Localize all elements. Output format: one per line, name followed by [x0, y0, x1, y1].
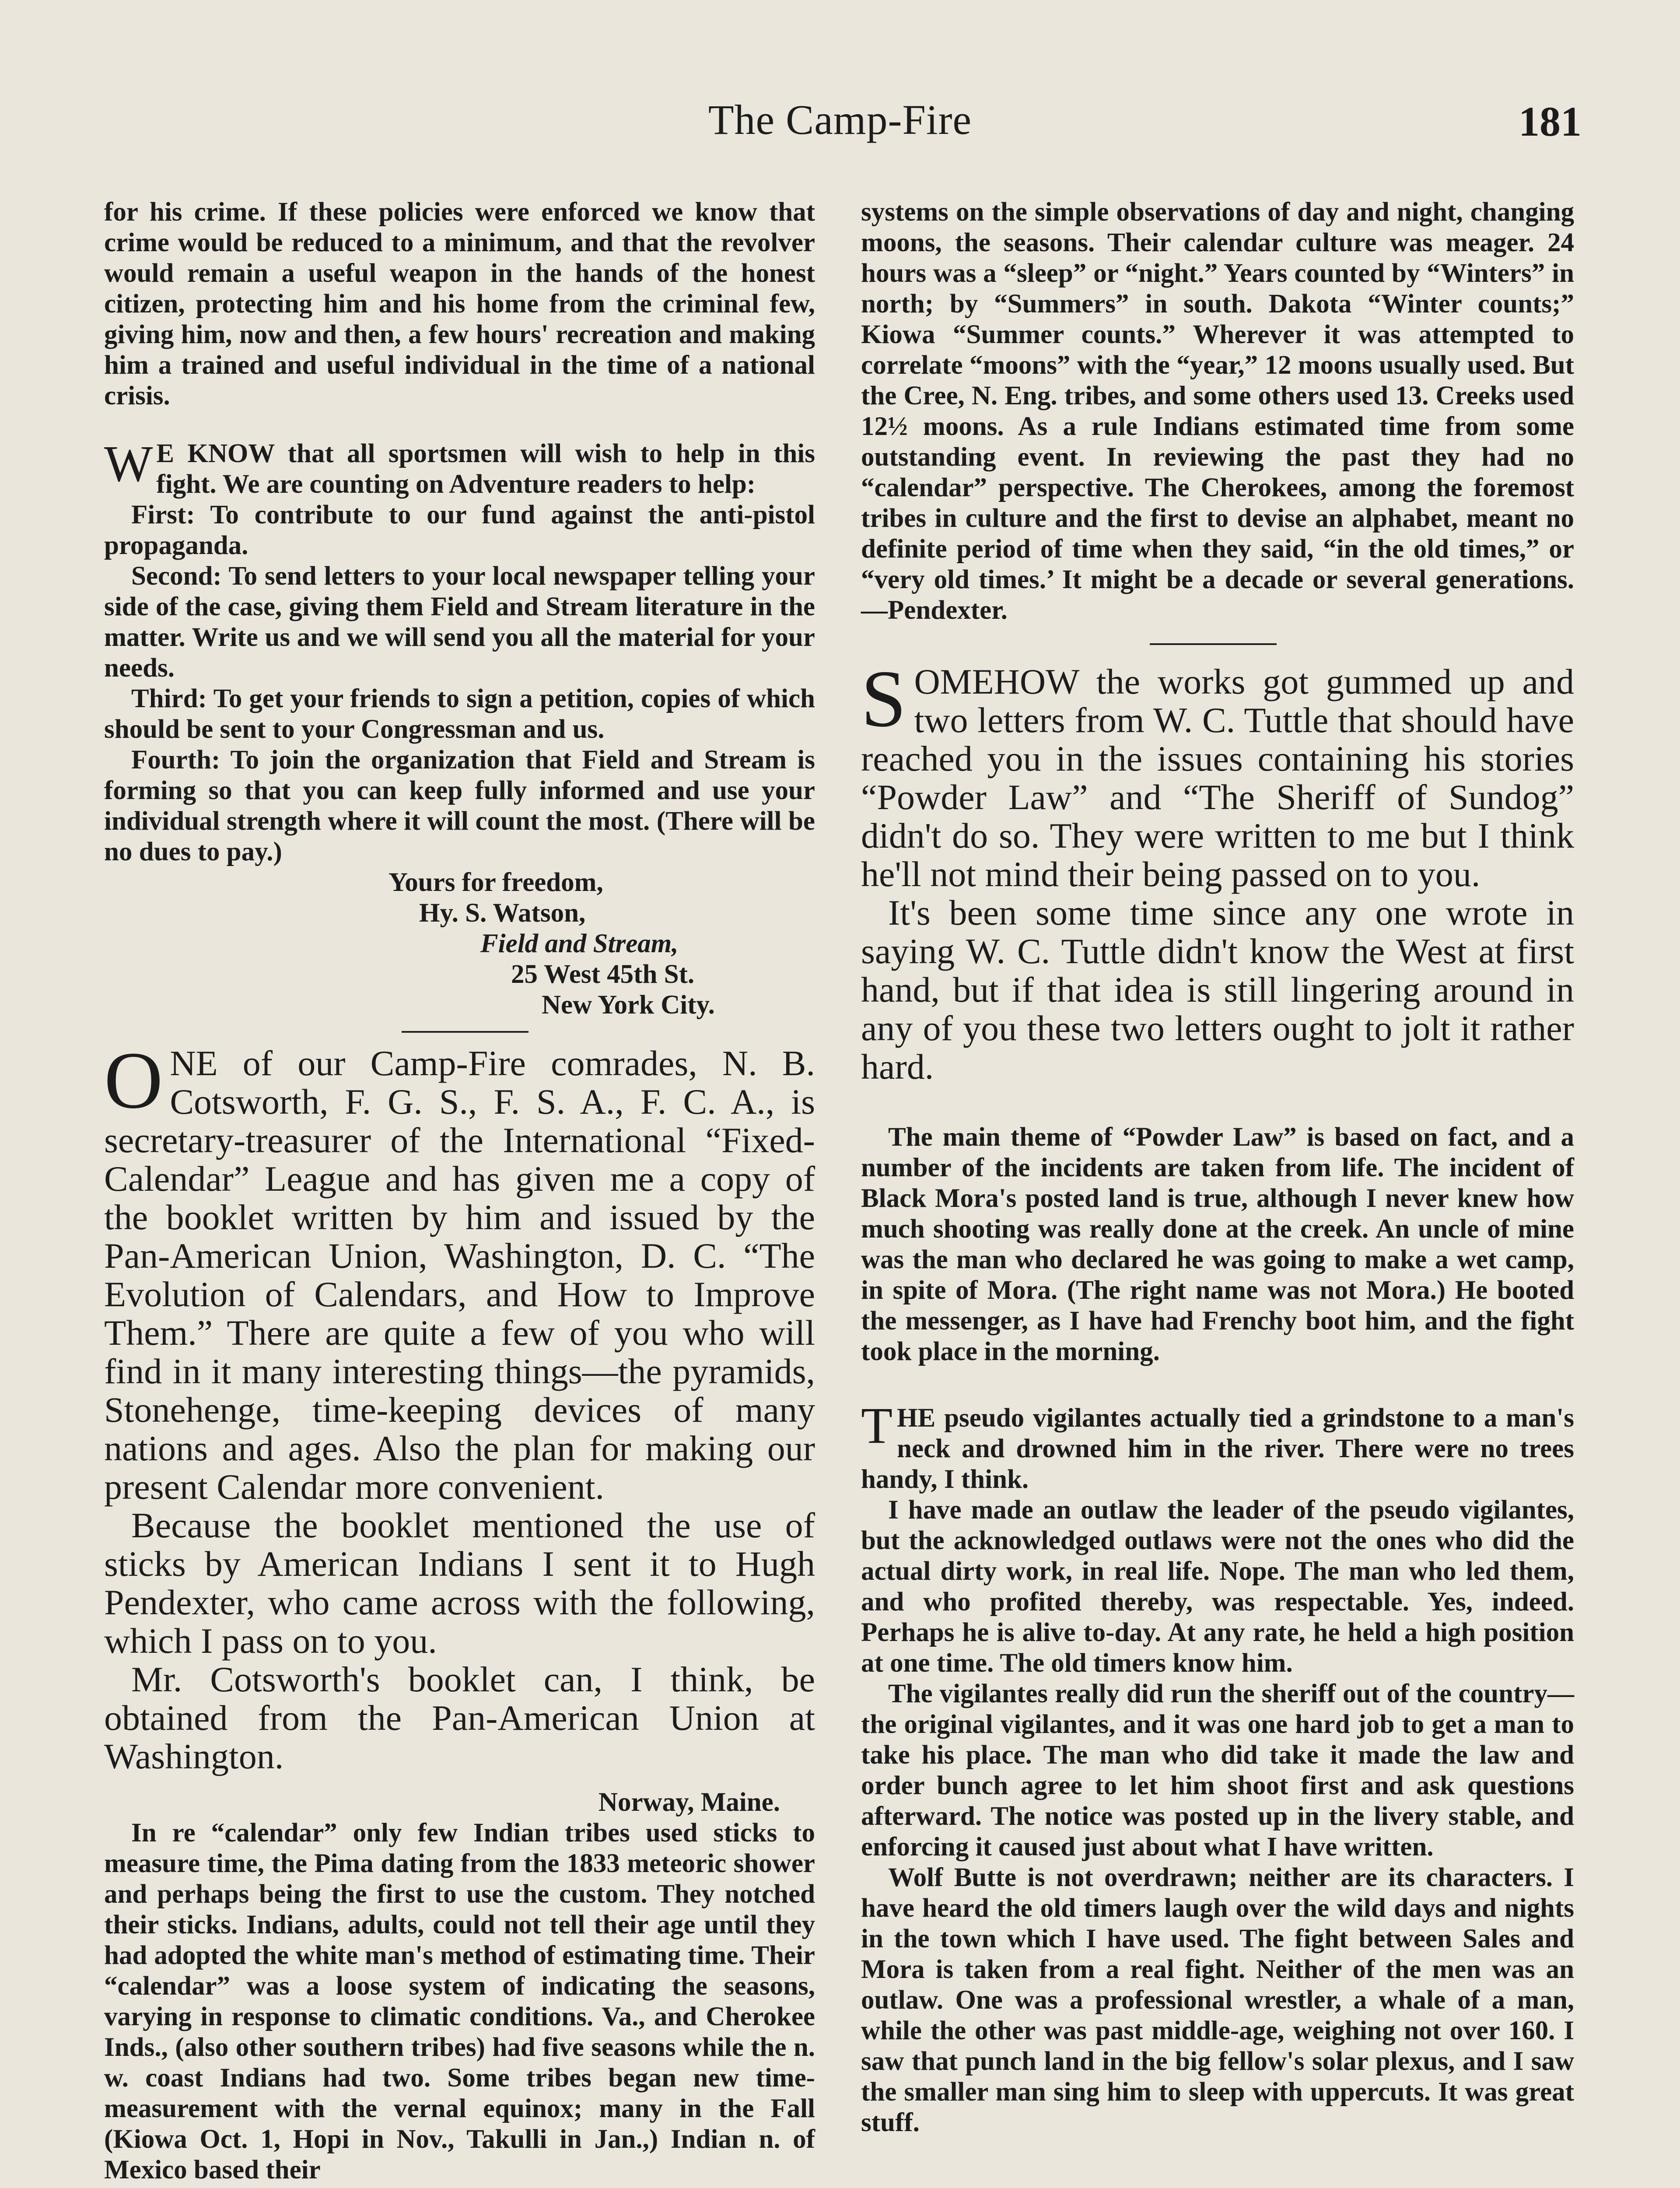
- paragraph-fourth: Fourth: To join the organization that Field and Stream is forming so that you can keep fully informed and use your individual strength where it will count the most. (There will be no dues to pay.): [104, 745, 815, 866]
- paragraph-third: Third: To get your friends to sign a petition, copies of which should be sent to your Congressman and us.: [104, 684, 815, 744]
- drop-cap-o: O: [104, 1035, 163, 1126]
- section-divider: [1150, 643, 1277, 645]
- paragraph-cotsworth-text: NE of our Camp-Fire comrades, N. B. Cotsworth, F. G. S., F. S. A., F. C. A., is secretary-treasurer of the International “Fixed-Calendar” League and has given me a copy of the booklet written by him and issued by the Pan-American Union, Washington, D. C. “The Evolution of Calendars, and How to Improve Them.” There are quite a few of you who will find in it many interesting things—the pyramids, Stonehenge, time-keeping devices of many nations and ages. Also the plan for making our present Calendar more convenient.: [104, 1043, 815, 1507]
- page-number: 181: [1519, 98, 1582, 145]
- paragraph-second: Second: To send letters to your local newspaper telling your side of the case, giving them Field and Stream literature in the matter. Write us and we will send you all the material for your needs.: [104, 561, 815, 683]
- paragraph-sheriff: The vigilantes really did run the sheriff out of the country—the original vigilantes, and it was one hard job to get a man to take his place. The man who did take it made the law and order bunch agree to let him shoot first and ask questions afterward. The notice was posted up in the livery stable, and enforcing it caused just about what I have written.: [861, 1679, 1574, 1862]
- signature-city: New York City.: [542, 990, 715, 1020]
- paragraph-somehow-text: OMEHOW the works got gummed up and two letters from W. C. Tuttle that should have reached you in the issues containing his stories “Powder Law” and “The Sheriff of Sundog” didn't do so. They were written to me but I think he'll not mind their being passed on to you.: [861, 662, 1574, 894]
- right-column: [861, 197, 1574, 2138]
- paragraph-pseudo-vigilantes-text: HE pseudo vigilantes actually tied a grindstone to a man's neck and drowned him in the river. There were no trees handy, I think.: [861, 1403, 1574, 1494]
- paragraph-we-know-text: E KNOW that all sportsmen will wish to help in this fight. We are counting on Adventure readers to help:: [156, 439, 815, 499]
- drop-cap-s: S: [861, 654, 906, 744]
- paragraph-crime-policies: for his crime. If these policies were enforced we know that crime would be reduced to a minimum, and that the revolver would remain a useful weapon in the hands of the honest citizen, protecting him and his home from the criminal few, giving him, now and then, a few hours' recreation and making him a trained and useful individual in the time of a national crisis.: [104, 197, 815, 410]
- paragraph-we-know: [104, 435, 815, 500]
- paragraph-booklet-sticks: Because the booklet mentioned the use of sticks by American Indians I sent it to Hugh Pendexter, who came across with the following, which I pass on to you.: [104, 1505, 815, 1661]
- paragraph-pseudo-vigilantes: [861, 1397, 1574, 1495]
- signature-closing: Yours for freedom,: [388, 868, 603, 897]
- section-divider: [402, 1031, 528, 1033]
- paragraph-in-re-calendar: In re “calendar” only few Indian tribes used sticks to measure time, the Pima dating from the 1833 meteoric shower and perhaps being the first to use the custom. They notched their sticks. Indians, adults, could not tell their age until they had adopted the white man's method of estimating time. Their “calendar” was a loose system of indicating the seasons, varying in response to climatic conditions. Va., and Cherokee Inds., (also other southern tribes) had five seasons while the n. w. coast Indians had two. Some tribes began new time-measurement with the vernal equinox; many in the Fall (Kiowa Oct. 1, Hopi in Nov., Takulli in Jan.,) Indian n. of Mexico based their: [104, 1818, 815, 2184]
- signature-organization: Field and Stream,: [480, 929, 679, 958]
- paragraph-cotsworth: [104, 1035, 815, 1507]
- running-header-title: The Camp-Fire: [708, 96, 972, 143]
- letter-place: Norway, Maine.: [598, 1788, 780, 1817]
- paragraph-first: First: To contribute to our fund against the anti-pistol propaganda.: [104, 500, 815, 560]
- paragraph-calendar-systems: systems on the simple observations of day and night, changing moons, the seasons. Their calendar culture was meager. 24 hours was a “sleep” or “night.” Years counted by “Winters” in north; by “Summers” in south. Dakota “Winter counts;” Kiowa “Summer counts.” Wherever it was attempted to correlate “moons” with the “year,” 12 moons usually used. But the Cree, N. Eng. tribes, and some others used 13. Creeks used 12½ moons. As a rule Indians estimated time from some outstanding event. In reviewing the past they had no “calendar” perspective. The Cherokees, among the foremost tribes in culture and the first to devise an alphabet, meant no definite period of time when they said, “in the old times,” or “very old times.’ It might be a decade or several generations.—Pendexter.: [861, 197, 1574, 625]
- paragraph-somehow: [861, 654, 1574, 894]
- drop-cap-t: T: [861, 1397, 893, 1454]
- paragraph-tuttle-west: It's been some time since any one wrote in saying W. C. Tuttle didn't know the West at first hand, but if that idea is still lingering around in any of you these two letters ought to jolt it rather hard.: [861, 893, 1574, 1087]
- paragraph-outlaw-leader: I have made an outlaw the leader of the pseudo vigilantes, but the acknowledged outlaws were not the ones who did the actual dirty work, in real life. Nope. The man who led them, and who profited thereby, was respectable. Yes, indeed. Perhaps he is alive to-day. At any rate, he held a high position at one time. The old timers know him.: [861, 1495, 1574, 1678]
- drop-cap-w: W: [104, 435, 153, 492]
- signature-name: Hy. S. Watson,: [419, 898, 586, 928]
- paragraph-powder-law: The main theme of “Powder Law” is based on fact, and a number of the incidents are taken from life. The incident of Black Mora's posted land is true, although I never knew how much shooting was really done at the creek. An uncle of mine was the man who declared he was going to make a wet camp, in spite of Mora. (The right name was not Mora.) He booted the messenger, as I have had Frenchy boot him, and the fight took place in the morning.: [861, 1122, 1574, 1366]
- left-column: [104, 197, 815, 2185]
- signature-street: 25 West 45th St.: [511, 960, 695, 989]
- paragraph-booklet-obtain: Mr. Cotsworth's booklet can, I think, be obtained from the Pan-American Union at Washington.: [104, 1659, 815, 1776]
- paragraph-wolf-butte: Wolf Butte is not overdrawn; neither are its characters. I have heard the old timers laugh over the wild days and nights in the town which I have used. The fight between Sales and Mora is taken from a real fight. Neither of the men was an outlaw. One was a professional wrestler, a whale of a man, while the other was past middle-age, weighing not over 160. I saw that punch land in the big fellow's solar plexus, and I saw the smaller man sing him to sleep with uppercuts. It was great stuff.: [861, 1863, 1574, 2137]
